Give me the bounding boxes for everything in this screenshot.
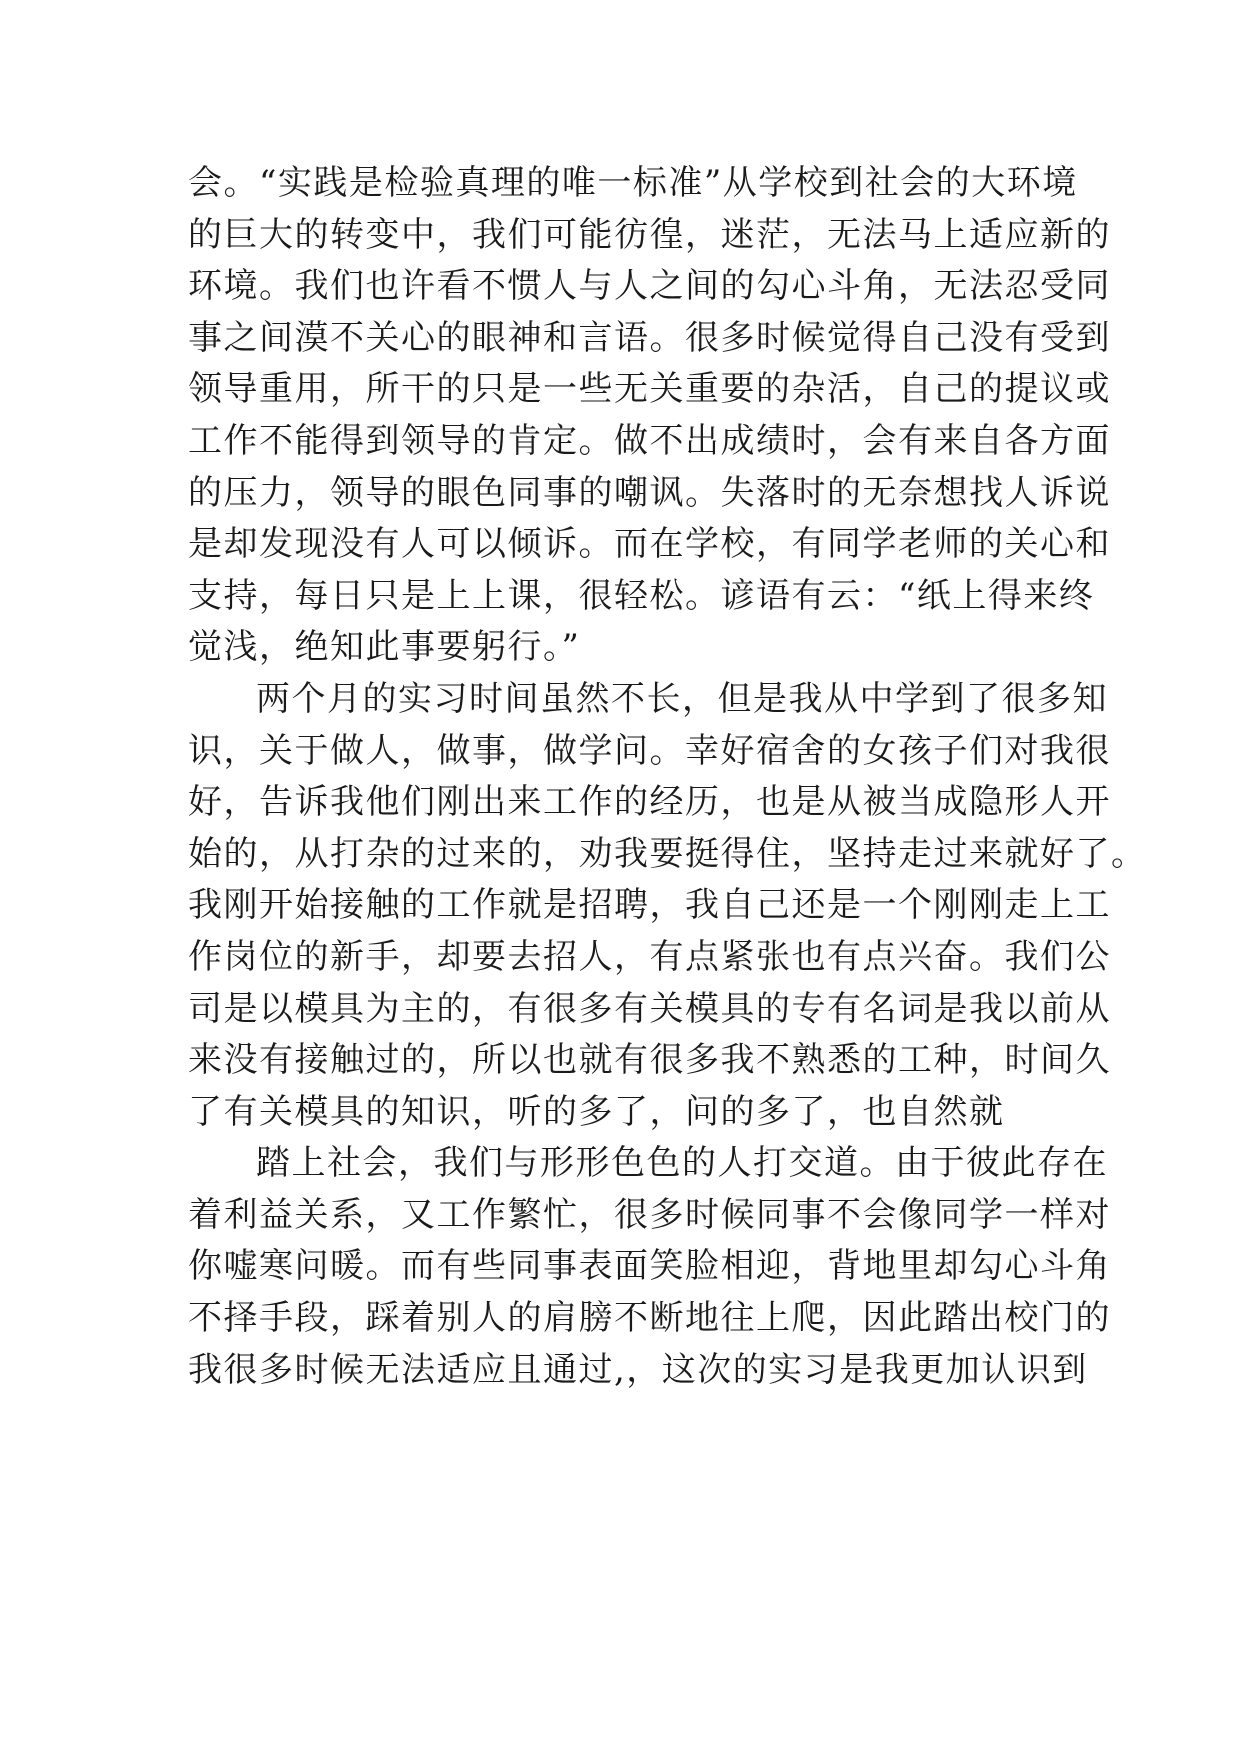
text-line: 了有关模具的知识，听的多了，问的多了，也自然就 xyxy=(188,1091,1005,1132)
text-line: 的压力，领导的眼色同事的嘲讽。失落时的无奈想找人诉说 xyxy=(188,472,1111,513)
paragraph-3 xyxy=(188,1138,1111,1396)
text-line: 来没有接触过的，所以也就有很多我不熟悉的工种，时间久 xyxy=(188,1040,1111,1081)
paragraph-2 xyxy=(188,674,1147,1138)
text-line: 事之间漠不关心的眼神和言语。很多时候觉得自己没有受到 xyxy=(188,317,1111,358)
document-body xyxy=(188,158,1147,1396)
text-line: 司是以模具为主的，有很多有关模具的专有名词是我以前从 xyxy=(188,988,1111,1029)
text-line: 觉浅，绝知此事要躬行。” xyxy=(188,627,581,668)
text-line: 是却发现没有人可以倾诉。而在学校，有同学老师的关心和 xyxy=(188,524,1111,565)
text-line: 的巨大的转变中，我们可能彷徨，迷茫，无法马上适应新的 xyxy=(188,214,1111,255)
text-line: 工作不能得到领导的肯定。做不出成绩时，会有来自各方面 xyxy=(188,420,1111,461)
text-line: 我刚开始接触的工作就是招聘，我自己还是一个刚刚走上工 xyxy=(188,885,1111,926)
paragraph-1 xyxy=(188,158,1111,674)
text-line: 我很多时候无法适应且通过,，这次的实习是我更加认识到 xyxy=(188,1349,1088,1390)
text-line: 好，告诉我他们刚出来工作的经历，也是从被当成隐形人开 xyxy=(188,782,1111,823)
text-line: 作岗位的新手，却要去招人，有点紧张也有点兴奋。我们公 xyxy=(188,936,1111,977)
text-line: 支持，每日只是上上课，很轻松。谚语有云：“纸上得来终 xyxy=(188,575,1095,616)
text-line: 着利益关系，又工作繁忙，很多时候同事不会像同学一样对 xyxy=(188,1194,1111,1235)
text-line: 环境。我们也许看不惯人与人之间的勾心斗角，无法忍受同 xyxy=(188,266,1111,307)
text-line-indented: 两个月的实习时间虽然不长，但是我从中学到了很多知 xyxy=(256,678,1108,719)
text-line: 领导重用，所干的只是一些无关重要的杂活，自己的提议或 xyxy=(188,369,1111,410)
text-line: 会。“实践是检验真理的唯一标准”从学校到社会的大环境 xyxy=(188,163,1078,203)
text-line-indented: 踏上社会，我们与形形色色的人打交道。由于彼此存在 xyxy=(256,1143,1108,1184)
text-line: 始的，从打杂的过来的，劝我要挺得住，坚持走过来就好了。 xyxy=(188,833,1147,874)
text-line: 你嘘寒问暖。而有些同事表面笑脸相迎，背地里却勾心斗角 xyxy=(188,1246,1111,1287)
text-line: 识，关于做人，做事，做学问。幸好宿舍的女孩子们对我很 xyxy=(188,730,1111,771)
text-line: 不择手段，踩着别人的肩膀不断地往上爬，因此踏出校门的 xyxy=(188,1298,1111,1339)
